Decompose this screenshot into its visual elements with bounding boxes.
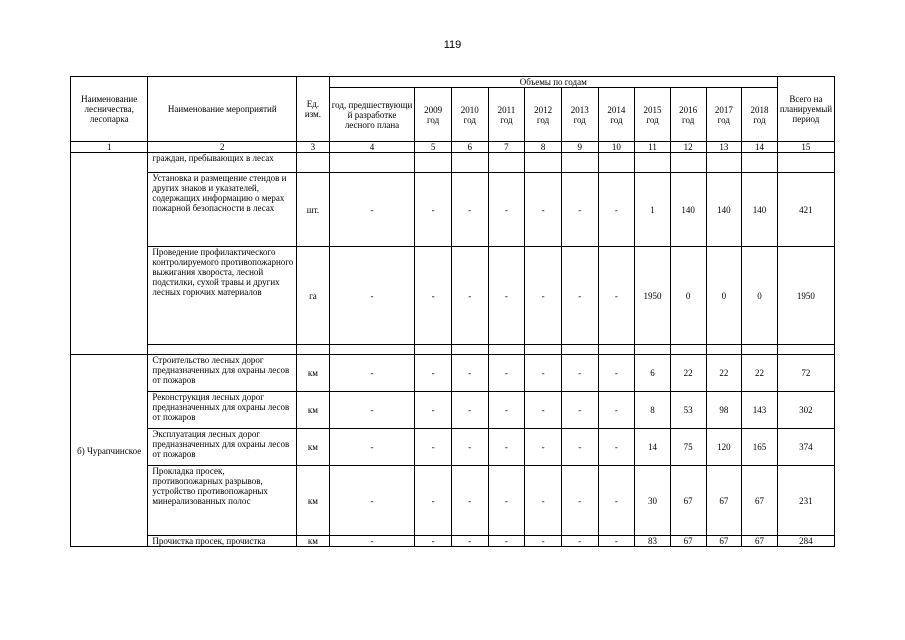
table-row (71, 466, 835, 536)
measure-name (148, 345, 297, 355)
total-cell: 72 (777, 355, 834, 392)
header-volumes-by-year: Объемы по годам (329, 77, 777, 88)
column-number-15: 15 (777, 142, 834, 153)
year-value-cell: 75 (670, 429, 706, 466)
column-number-6: 6 (451, 142, 488, 153)
year-value-cell: 143 (742, 392, 778, 429)
measure-name: Прочистка просек, прочистка (148, 536, 297, 547)
year-value-cell (525, 345, 562, 355)
year-value-cell: 0 (742, 247, 778, 345)
measure-name: Установка и размещение стендов и других знаков и указателей, содержащих информацию о мерах пожарной безопасности в лесах (148, 173, 297, 247)
year-value-cell (706, 345, 742, 355)
column-number-3: 3 (297, 142, 330, 153)
year-value-cell: - (525, 466, 562, 536)
total-cell: 374 (777, 429, 834, 466)
year-value-cell: - (415, 429, 452, 466)
header-prev-year: год, предшествующи й разработке лесного плана (329, 88, 415, 142)
measure-name: Строительство лесных дорог предназначенных для охраны лесов от пожаров (148, 355, 297, 392)
year-value-cell (451, 153, 488, 173)
year-value-cell: 67 (706, 466, 742, 536)
measure-name: Проведение профилактического контролируемого противопожарного выжигания хвороста, лесной подстилки, сухой травы и других лесных горючих материалов (148, 247, 297, 345)
prev-year-cell: - (329, 355, 415, 392)
year-value-cell: 140 (670, 173, 706, 247)
year-value-cell: - (598, 392, 635, 429)
table-row (71, 536, 835, 547)
column-number-13: 13 (706, 142, 742, 153)
measure-name: Прокладка просек, противопожарных разрывов, устройство противопожарных минерализованных полос (148, 466, 297, 536)
prev-year-cell: - (329, 392, 415, 429)
forestry-cell-empty (71, 153, 148, 355)
year-value-cell: - (415, 173, 452, 247)
column-number-8: 8 (525, 142, 562, 153)
year-value-cell: - (525, 355, 562, 392)
year-value-cell: - (598, 173, 635, 247)
prev-year-cell (329, 345, 415, 355)
year-value-cell: 67 (670, 536, 706, 547)
header-year-8: 2017 год (706, 88, 742, 142)
year-value-cell: - (451, 392, 488, 429)
unit-cell: км (297, 466, 330, 536)
unit-cell: км (297, 536, 330, 547)
year-value-cell: - (451, 466, 488, 536)
total-cell (777, 153, 834, 173)
prev-year-cell: - (329, 429, 415, 466)
year-value-cell: 120 (706, 429, 742, 466)
year-value-cell: 53 (670, 392, 706, 429)
column-number-14: 14 (742, 142, 778, 153)
year-value-cell (742, 153, 778, 173)
year-value-cell (635, 345, 671, 355)
forest-fire-measures-table (70, 76, 835, 547)
year-value-cell: - (561, 173, 598, 247)
year-value-cell: - (451, 355, 488, 392)
unit-cell (297, 345, 330, 355)
year-value-cell: - (451, 173, 488, 247)
year-value-cell: 0 (670, 247, 706, 345)
year-value-cell: 1 (635, 173, 671, 247)
year-value-cell: - (561, 429, 598, 466)
prev-year-cell: - (329, 466, 415, 536)
year-value-cell: 67 (670, 466, 706, 536)
year-value-cell: - (598, 355, 635, 392)
year-value-cell: - (415, 466, 452, 536)
column-number-9: 9 (561, 142, 598, 153)
header-year-4: 2013 год (561, 88, 598, 142)
table-row (71, 429, 835, 466)
year-value-cell (451, 345, 488, 355)
column-number-12: 12 (670, 142, 706, 153)
prev-year-cell: - (329, 536, 415, 547)
prev-year-cell (329, 153, 415, 173)
header-measure: Наименование мероприятий (148, 77, 297, 142)
year-value-cell: 67 (742, 466, 778, 536)
year-value-cell (598, 345, 635, 355)
page-number: 119 (443, 39, 462, 51)
column-number-5: 5 (415, 142, 452, 153)
year-value-cell: 67 (706, 536, 742, 547)
year-value-cell: - (598, 536, 635, 547)
forestry-name: б) Чурапчинское (71, 355, 148, 547)
year-value-cell: 140 (742, 173, 778, 247)
header-year-7: 2016 год (670, 88, 706, 142)
table-row (71, 355, 835, 392)
year-value-cell: - (488, 247, 525, 345)
measure-name: Реконструкция лесных дорог предназначенных для охраны лесов от пожаров (148, 392, 297, 429)
year-value-cell (635, 153, 671, 173)
total-cell: 302 (777, 392, 834, 429)
year-value-cell (742, 345, 778, 355)
year-value-cell: 0 (706, 247, 742, 345)
year-value-cell: - (415, 392, 452, 429)
year-value-cell: - (488, 536, 525, 547)
table-row (71, 345, 835, 355)
unit-cell: км (297, 392, 330, 429)
year-value-cell: - (598, 247, 635, 345)
year-value-cell: 98 (706, 392, 742, 429)
unit-cell: га (297, 247, 330, 345)
year-value-cell: 22 (742, 355, 778, 392)
year-value-cell: 30 (635, 466, 671, 536)
year-value-cell (488, 345, 525, 355)
year-value-cell: - (561, 355, 598, 392)
year-value-cell: - (488, 392, 525, 429)
header-year-3: 2012 год (525, 88, 562, 142)
header-year-9: 2018 год (742, 88, 778, 142)
year-value-cell: 67 (742, 536, 778, 547)
year-value-cell: - (525, 536, 562, 547)
year-value-cell: - (451, 429, 488, 466)
year-value-cell (525, 153, 562, 173)
column-number-11: 11 (635, 142, 671, 153)
year-value-cell: 22 (706, 355, 742, 392)
unit-cell (297, 153, 330, 173)
year-value-cell: - (415, 355, 452, 392)
unit-cell: км (297, 355, 330, 392)
year-value-cell (561, 153, 598, 173)
year-value-cell: - (488, 355, 525, 392)
year-value-cell: - (488, 466, 525, 536)
year-value-cell: - (561, 466, 598, 536)
total-cell: 284 (777, 536, 834, 547)
year-value-cell: - (525, 392, 562, 429)
year-value-cell: - (598, 429, 635, 466)
header-year-1: 2010 год (451, 88, 488, 142)
year-value-cell (670, 153, 706, 173)
year-value-cell: 140 (706, 173, 742, 247)
year-value-cell: - (561, 536, 598, 547)
year-value-cell (488, 153, 525, 173)
year-value-cell: - (451, 247, 488, 345)
year-value-cell: 22 (670, 355, 706, 392)
year-value-cell: 6 (635, 355, 671, 392)
year-value-cell: 8 (635, 392, 671, 429)
header-year-0: 2009 год (415, 88, 452, 142)
unit-cell: шт. (297, 173, 330, 247)
column-number-2: 2 (148, 142, 297, 153)
year-value-cell (415, 153, 452, 173)
column-number-10: 10 (598, 142, 635, 153)
table-row (71, 153, 835, 173)
total-cell: 1950 (777, 247, 834, 345)
year-value-cell: 83 (635, 536, 671, 547)
unit-cell: км (297, 429, 330, 466)
total-cell (777, 345, 834, 355)
year-value-cell: - (598, 466, 635, 536)
year-value-cell (706, 153, 742, 173)
table-row (71, 173, 835, 247)
prev-year-cell: - (329, 173, 415, 247)
year-value-cell (598, 153, 635, 173)
column-number-7: 7 (488, 142, 525, 153)
column-number-4: 4 (329, 142, 415, 153)
table-row (71, 247, 835, 345)
measure-name: граждан, пребывающих в лесах (148, 153, 297, 173)
year-value-cell: - (488, 173, 525, 247)
total-cell: 231 (777, 466, 834, 536)
year-value-cell (561, 345, 598, 355)
header-forestry: Наименование лесничества, лесопарка (71, 77, 148, 142)
total-cell: 421 (777, 173, 834, 247)
header-year-5: 2014 год (598, 88, 635, 142)
column-number-1: 1 (71, 142, 148, 153)
year-value-cell: 165 (742, 429, 778, 466)
year-value-cell: - (451, 536, 488, 547)
year-value-cell: 1950 (635, 247, 671, 345)
year-value-cell: - (525, 429, 562, 466)
header-unit: Ед. изм. (297, 77, 330, 142)
year-value-cell: - (415, 247, 452, 345)
year-value-cell: - (415, 536, 452, 547)
header-year-2: 2011 год (488, 88, 525, 142)
year-value-cell: - (561, 247, 598, 345)
year-value-cell (670, 345, 706, 355)
year-value-cell: - (561, 392, 598, 429)
year-value-cell: - (488, 429, 525, 466)
table-row (71, 392, 835, 429)
year-value-cell (415, 345, 452, 355)
header-total: Всего на планируемый период (777, 77, 834, 142)
year-value-cell: 14 (635, 429, 671, 466)
year-value-cell: - (525, 173, 562, 247)
measure-name: Эксплуатация лесных дорог предназначенных для охраны лесов от пожаров (148, 429, 297, 466)
prev-year-cell: - (329, 247, 415, 345)
year-value-cell: - (525, 247, 562, 345)
header-year-6: 2015 год (635, 88, 671, 142)
